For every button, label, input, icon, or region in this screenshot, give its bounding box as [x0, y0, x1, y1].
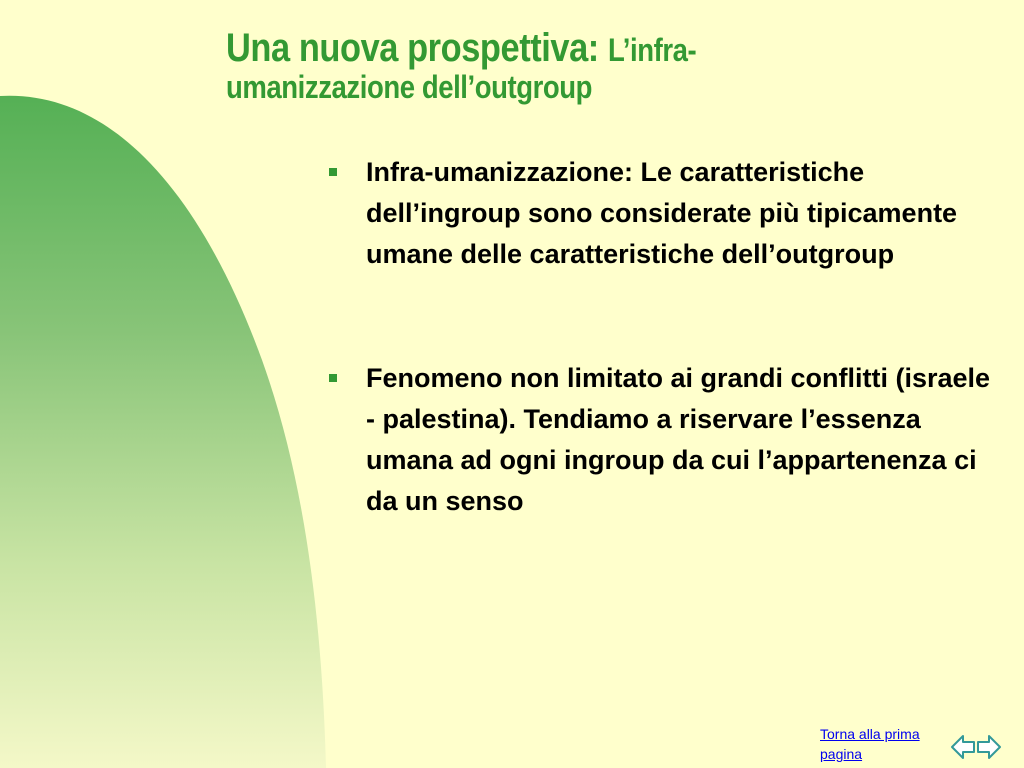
slide-title [226, 28, 828, 104]
left-right-arrow-icon[interactable] [950, 732, 1002, 762]
bullet-text: Fenomeno non limitato ai grandi conflitti (israele - palestina). Tendiamo a riservare l’essenza umana ad ogni ingroup da cui l’appartenenza ci da un senso [366, 363, 991, 516]
title-line2: umanizzazione dell’outgroup [226, 69, 593, 105]
bullet-item [326, 152, 1006, 275]
home-link[interactable]: Torna alla prima pagina [820, 726, 920, 762]
title-sub: L’infra- [607, 32, 697, 68]
bullet-item [326, 358, 1006, 522]
bullet-text: Infra-umanizzazione: Le caratteristiche dell’ingroup sono considerate più tipicamente umane delle caratteristiche dell’outgroup [366, 157, 958, 269]
bullet-list [326, 152, 1006, 522]
title-main: Una nuova prospettiva: [226, 26, 608, 70]
square-bullet-icon [329, 168, 337, 176]
square-bullet-icon [329, 374, 337, 382]
